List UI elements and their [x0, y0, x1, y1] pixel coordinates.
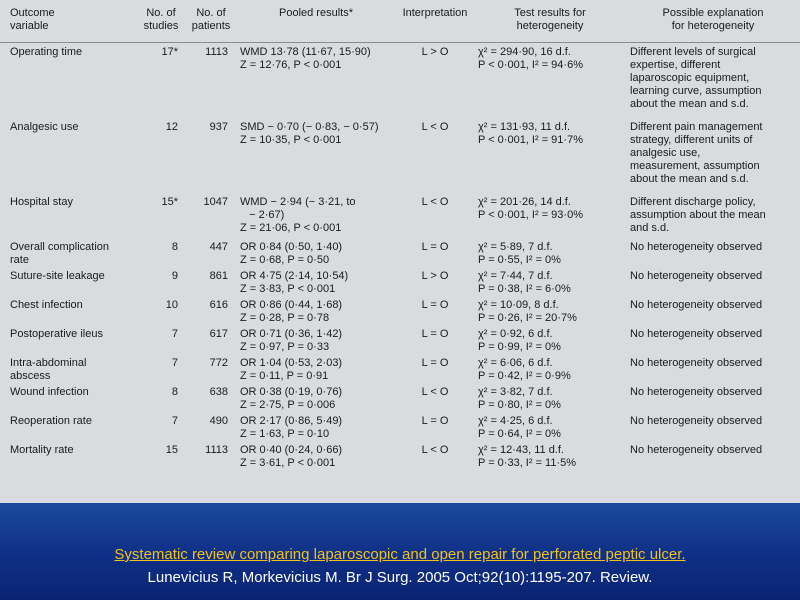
- cell-outcome-line: Postoperative ileus: [10, 327, 103, 340]
- cell-explanation-line: assumption about the mean: [630, 208, 766, 221]
- citation-footer: [0, 503, 800, 600]
- cell-outcome-line: abscess: [10, 369, 51, 382]
- cell-heterogeneity: [474, 325, 626, 354]
- cell-outcome: [0, 441, 136, 471]
- cell-interpretation: L < O: [421, 120, 449, 133]
- cell-patients: 861: [209, 269, 228, 282]
- table-row: [0, 118, 800, 193]
- cell-explanation: [626, 383, 800, 412]
- cell-heterogeneity: [474, 118, 626, 193]
- cell-explanation-line: expertise, different: [630, 59, 721, 71]
- cell-heterogeneity-line: χ² = 0·92, 6 d.f.: [478, 327, 553, 340]
- cell-outcome-line: Wound infection: [10, 385, 89, 398]
- cell-heterogeneity-line: χ² = 12·43, 11 d.f.: [478, 443, 564, 456]
- table-row: [0, 354, 800, 383]
- table-row: [0, 238, 800, 267]
- cell-heterogeneity-line: P = 0·64, I² = 0%: [478, 427, 561, 440]
- cell-patients: 616: [209, 298, 228, 311]
- cell-studies: 8: [171, 240, 178, 253]
- cell-pooled-results: [236, 43, 396, 118]
- cell-outcome-line: Hospital stay: [10, 195, 73, 208]
- cell-pooled-results-line: Z = 1·63, P = 0·10: [240, 427, 330, 440]
- header-studies: No. of studies: [136, 0, 186, 43]
- cell-outcome-line: Operating time: [10, 46, 83, 58]
- cell-patients: 937: [209, 120, 228, 133]
- cell-outcome-line: rate: [10, 253, 29, 266]
- cell-heterogeneity-line: χ² = 6·06, 6 d.f.: [478, 356, 553, 369]
- cell-pooled-results: [236, 118, 396, 193]
- cell-explanation-line: No heterogeneity observed: [630, 240, 763, 253]
- cell-heterogeneity-line: P < 0·001, I² = 94·6%: [478, 59, 583, 71]
- header-pooled-results: Pooled results*: [236, 0, 396, 43]
- cell-heterogeneity-line: P = 0·80, I² = 0%: [478, 398, 561, 411]
- cell-pooled-results-line: Z = 2·75, P = 0·006: [240, 398, 336, 411]
- cell-heterogeneity: [474, 441, 626, 471]
- review-title-link[interactable]: Systematic review comparing laparoscopic and open repair for perforated peptic ulcer.: [114, 546, 686, 563]
- cell-interpretation: L < O: [421, 443, 449, 456]
- cell-heterogeneity-line: P = 0·99, I² = 0%: [478, 340, 561, 353]
- table-row: [0, 193, 800, 238]
- cell-studies: 15: [165, 443, 178, 456]
- cell-explanation-line: No heterogeneity observed: [630, 327, 763, 340]
- cell-outcome: [0, 383, 136, 412]
- cell-interpretation: L = O: [421, 414, 449, 427]
- cell-interpretation: L = O: [421, 240, 449, 253]
- cell-explanation-line: about the mean and s.d.: [630, 98, 749, 110]
- cell-pooled-results-line: OR 4·75 (2·14, 10·54): [240, 269, 349, 282]
- cell-patients: 1113: [205, 46, 228, 58]
- cell-heterogeneity-line: χ² = 201·26, 14 d.f.: [478, 195, 571, 208]
- cell-interpretation: L = O: [421, 356, 449, 369]
- cell-studies: 17*: [161, 46, 178, 58]
- cell-outcome: [0, 238, 136, 267]
- cell-patients: 447: [209, 240, 228, 253]
- cell-explanation-line: No heterogeneity observed: [630, 298, 763, 311]
- cell-pooled-results: [236, 296, 396, 325]
- cell-explanation-line: laparoscopic equipment,: [630, 72, 750, 84]
- cell-pooled-results-line: OR 0·38 (0·19, 0·76): [240, 385, 343, 398]
- cell-outcome: [0, 118, 136, 193]
- cell-heterogeneity-line: P < 0·001, I² = 91·7%: [478, 133, 583, 146]
- cell-explanation: [626, 267, 800, 296]
- cell-outcome-line: Analgesic use: [10, 120, 79, 133]
- cell-outcome-line: Chest infection: [10, 298, 83, 311]
- cell-explanation-line: strategy, different units of: [630, 133, 753, 146]
- cell-heterogeneity-line: χ² = 10·09, 8 d.f.: [478, 298, 559, 311]
- cell-pooled-results-line: Z = 0·97, P = 0·33: [240, 340, 330, 353]
- cell-heterogeneity: [474, 193, 626, 238]
- cell-pooled-results: [236, 354, 396, 383]
- cell-heterogeneity-line: P = 0·33, I² = 11·5%: [478, 456, 577, 469]
- cell-heterogeneity: [474, 267, 626, 296]
- cell-explanation-line: No heterogeneity observed: [630, 414, 763, 427]
- cell-pooled-results-line: SMD − 0·70 (− 0·83, − 0·57): [240, 120, 379, 133]
- cell-studies: 9: [171, 269, 178, 282]
- cell-pooled-results-line: Z = 10·35, P < 0·001: [240, 133, 342, 146]
- cell-explanation-line: No heterogeneity observed: [630, 269, 763, 282]
- cell-patients: 1047: [203, 195, 228, 208]
- cell-heterogeneity-line: χ² = 3·82, 7 d.f.: [478, 385, 553, 398]
- cell-heterogeneity-line: P < 0·001, I² = 93·0%: [478, 208, 583, 221]
- cell-patients: 638: [209, 385, 228, 398]
- cell-explanation: [626, 193, 800, 238]
- cell-studies: 12: [165, 120, 178, 133]
- cell-pooled-results-line: OR 0·71 (0·36, 1·42): [240, 327, 343, 340]
- cell-heterogeneity: [474, 238, 626, 267]
- cell-explanation: [626, 118, 800, 193]
- cell-outcome-line: Overall complication: [10, 240, 110, 253]
- cell-explanation-line: learning curve, assumption: [630, 85, 762, 97]
- cell-pooled-results-line: OR 2·17 (0·86, 5·49): [240, 414, 343, 427]
- header-outcome: Outcome variable: [0, 0, 136, 43]
- cell-outcome-line: Reoperation rate: [10, 414, 92, 427]
- cell-pooled-results-line: WMD − 2·94 (− 3·21, to: [240, 195, 356, 208]
- cell-outcome-line: Suture-site leakage: [10, 269, 105, 282]
- cell-interpretation: L = O: [421, 327, 449, 340]
- cell-interpretation: L < O: [421, 195, 449, 208]
- cell-interpretation: L < O: [421, 385, 449, 398]
- table-header-row: [0, 0, 800, 43]
- cell-explanation-line: No heterogeneity observed: [630, 356, 763, 369]
- cell-heterogeneity-line: χ² = 131·93, 11 d.f.: [478, 120, 571, 133]
- table-row: [0, 267, 800, 296]
- cell-pooled-results-line: OR 0·86 (0·44, 1·68): [240, 298, 343, 311]
- cell-heterogeneity-line: P = 0·38, I² = 6·0%: [478, 282, 571, 295]
- cell-pooled-results-line: WMD 13·78 (11·67, 15·90): [240, 46, 371, 58]
- cell-pooled-results: [236, 441, 396, 471]
- cell-pooled-results: [236, 267, 396, 296]
- header-explanation: Possible explanation for heterogeneity: [626, 0, 800, 43]
- cell-explanation: [626, 412, 800, 441]
- cell-outcome-line: Intra-abdominal: [10, 356, 87, 369]
- table-row: [0, 43, 800, 118]
- cell-interpretation: L > O: [421, 269, 449, 282]
- cell-pooled-results-line: Z = 3·83, P < 0·001: [240, 282, 336, 295]
- table-row: [0, 296, 800, 325]
- cell-pooled-results: [236, 193, 396, 238]
- cell-explanation: [626, 325, 800, 354]
- cell-patients: 617: [209, 327, 228, 340]
- citation-text: Lunevicius R, Morkevicius M. Br J Surg. 2005 Oct;92(10):1195-207. Review.: [147, 569, 653, 586]
- cell-heterogeneity: [474, 296, 626, 325]
- cell-pooled-results: [236, 325, 396, 354]
- cell-outcome: [0, 325, 136, 354]
- cell-studies: 7: [171, 327, 178, 340]
- cell-outcome: [0, 43, 136, 118]
- cell-outcome-line: Mortality rate: [10, 443, 74, 456]
- cell-pooled-results: [236, 412, 396, 441]
- cell-explanation: [626, 441, 800, 471]
- cell-studies: 10: [165, 298, 178, 311]
- cell-heterogeneity-line: χ² = 4·25, 6 d.f.: [478, 414, 553, 427]
- cell-studies: 7: [171, 356, 178, 369]
- cell-explanation-line: Different levels of surgical: [630, 46, 756, 58]
- cell-explanation-line: Different pain management: [630, 120, 763, 133]
- cell-heterogeneity-line: P = 0·55, I² = 0%: [478, 253, 561, 266]
- cell-outcome: [0, 296, 136, 325]
- cell-interpretation: L = O: [421, 298, 449, 311]
- cell-studies: 8: [171, 385, 178, 398]
- cell-pooled-results-line: OR 0·40 (0·24, 0·66): [240, 443, 343, 456]
- cell-explanation-line: No heterogeneity observed: [630, 385, 763, 398]
- cell-outcome: [0, 267, 136, 296]
- cell-heterogeneity: [474, 383, 626, 412]
- cell-heterogeneity: [474, 354, 626, 383]
- cell-explanation: [626, 296, 800, 325]
- cell-pooled-results-line: Z = 21·06, P < 0·001: [240, 221, 342, 234]
- table-row: [0, 383, 800, 412]
- cell-heterogeneity-line: P = 0·42, I² = 0·9%: [478, 369, 571, 382]
- table-row: [0, 325, 800, 354]
- cell-heterogeneity-line: χ² = 294·90, 16 d.f.: [478, 46, 571, 58]
- cell-pooled-results-line: Z = 0·11, P = 0·91: [240, 369, 329, 382]
- cell-explanation-line: and s.d.: [630, 221, 670, 234]
- cell-outcome: [0, 412, 136, 441]
- cell-patients: 490: [209, 414, 228, 427]
- cell-explanation: [626, 238, 800, 267]
- cell-studies: 15*: [161, 195, 178, 208]
- header-interpretation: Interpretation: [396, 0, 474, 43]
- header-heterogeneity-test: Test results for heterogeneity: [474, 0, 626, 43]
- cell-explanation-line: about the mean and s.d.: [630, 172, 749, 185]
- cell-pooled-results-line: OR 1·04 (0·53, 2·03): [240, 356, 343, 369]
- cell-pooled-results-line: Z = 0·68, P = 0·50: [240, 253, 330, 266]
- table-row: [0, 412, 800, 441]
- cell-pooled-results-line: Z = 12·76, P < 0·001: [240, 59, 342, 71]
- cell-pooled-results: [236, 238, 396, 267]
- cell-pooled-results-line: − 2·67): [240, 208, 285, 221]
- cell-patients: 772: [209, 356, 228, 369]
- cell-explanation: [626, 43, 800, 118]
- cell-explanation: [626, 354, 800, 383]
- cell-outcome: [0, 193, 136, 238]
- cell-outcome: [0, 354, 136, 383]
- cell-explanation-line: No heterogeneity observed: [630, 443, 763, 456]
- cell-heterogeneity-line: χ² = 7·44, 7 d.f.: [478, 269, 553, 282]
- cell-explanation-line: Different discharge policy,: [630, 195, 756, 208]
- cell-explanation-line: measurement, assumption: [630, 159, 760, 172]
- cell-heterogeneity-line: χ² = 5·89, 7 d.f.: [478, 240, 553, 253]
- cell-pooled-results-line: Z = 3·61, P < 0·001: [240, 456, 336, 469]
- cell-pooled-results-line: OR 0·84 (0·50, 1·40): [240, 240, 343, 253]
- cell-heterogeneity: [474, 412, 626, 441]
- cell-heterogeneity-line: P = 0·26, I² = 20·7%: [478, 311, 577, 324]
- cell-pooled-results-line: Z = 0·28, P = 0·78: [240, 311, 330, 324]
- cell-heterogeneity: [474, 43, 626, 118]
- cell-pooled-results: [236, 383, 396, 412]
- cell-explanation-line: analgesic use,: [630, 146, 701, 159]
- table-row: [0, 441, 800, 471]
- cell-studies: 7: [171, 414, 178, 427]
- cell-interpretation: L > O: [421, 46, 449, 58]
- cell-patients: 1113: [205, 443, 228, 456]
- header-patients: No. of patients: [186, 0, 236, 43]
